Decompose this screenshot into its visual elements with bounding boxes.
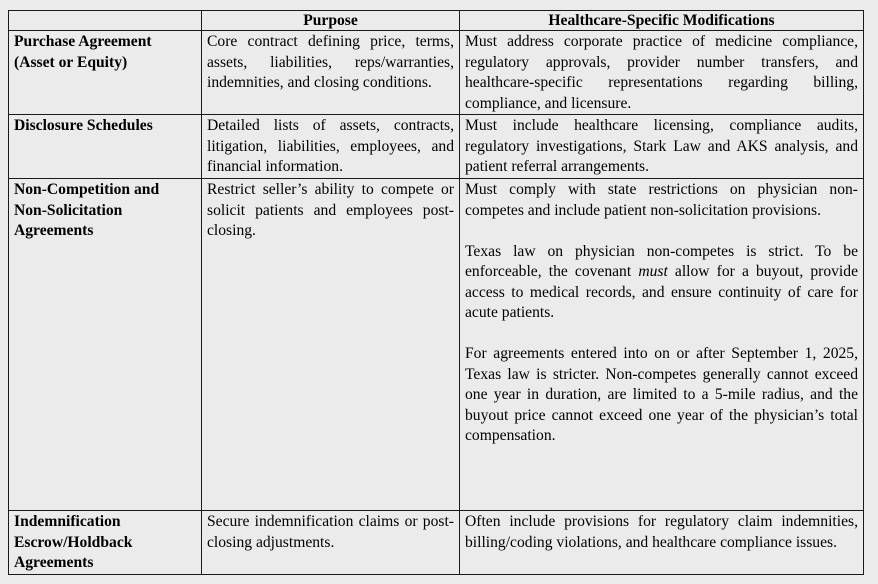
agreement-name-line: (Asset or Equity) bbox=[14, 53, 128, 71]
table-row bbox=[9, 115, 864, 179]
header-blank bbox=[9, 11, 202, 31]
agreement-name-line: Agreements bbox=[14, 554, 94, 571]
modification-paragraph: Must include healthcare licensing, compliance audits, regulatory investigations, Stark Law and AKS analysis, and patient referral arrangements. bbox=[465, 117, 858, 175]
agreement-name bbox=[9, 31, 202, 115]
emphasis-text: must bbox=[638, 263, 668, 280]
table-row bbox=[9, 179, 864, 511]
modifications-cell bbox=[460, 31, 864, 115]
modification-paragraph: Often include provisions for regulatory claim indemnities, billing/coding violations, and healthcare compliance issues. bbox=[465, 513, 858, 551]
agreement-name-line: Agreements bbox=[14, 222, 94, 239]
paragraph-text: Texas law on physician non-competes is strict. To be enforceable, the covenant bbox=[465, 242, 858, 280]
purpose-cell: Detailed lists of assets, contracts, litigation, liabilities, employees, and financial information. bbox=[202, 115, 460, 179]
modifications-cell bbox=[460, 511, 864, 575]
agreement-name-line: Indemnification bbox=[14, 513, 121, 530]
agreement-name bbox=[9, 511, 202, 575]
agreements-table bbox=[8, 10, 864, 575]
modifications-cell bbox=[460, 179, 864, 511]
agreement-name-line: Non-Competition and bbox=[14, 181, 160, 198]
header-modifications: Healthcare-Specific Modifications bbox=[460, 11, 864, 31]
modification-paragraph: For agreements entered into on or after September 1, 2025, Texas law is stricter. Non-competes generally cannot exceed one year in duration, are limited to a 5-mile radius, and the buyout price cannot exceed one year of the physician’s total compensation. bbox=[465, 345, 858, 444]
modification-paragraph bbox=[465, 242, 858, 324]
agreement-name bbox=[9, 179, 202, 511]
agreement-name-line: Escrow/Holdback bbox=[14, 533, 133, 551]
agreement-name-line: Non-Solicitation bbox=[14, 201, 123, 219]
paragraph-text: allow for a buyout, provide access to medical records, and ensure continuity of care for acute patients. bbox=[465, 263, 858, 321]
modification-paragraph: Must address corporate practice of medicine compliance, regulatory approvals, provider number transfers, and healthcare-specific representations regarding billing, compliance, and licensure. bbox=[465, 33, 858, 112]
agreement-name-line: Disclosure Schedules bbox=[14, 117, 153, 134]
modifications-cell bbox=[460, 115, 864, 179]
purpose-cell: Core contract defining price, terms, assets, liabilities, reps/warranties, indemnities, and closing conditions. bbox=[202, 31, 460, 115]
modification-paragraph: Must comply with state restrictions on physician non-competes and include patient non-solicitation provisions. bbox=[465, 181, 858, 219]
agreement-name-line: Purchase Agreement bbox=[14, 33, 152, 50]
header-purpose: Purpose bbox=[202, 11, 460, 31]
purpose-cell: Restrict seller’s ability to compete or solicit patients and employees post-closing. bbox=[202, 179, 460, 511]
purpose-cell: Secure indemnification claims or post-closing adjustments. bbox=[202, 511, 460, 575]
agreement-name bbox=[9, 115, 202, 179]
header-row bbox=[9, 11, 864, 31]
table-row bbox=[9, 511, 864, 575]
table-row bbox=[9, 31, 864, 115]
